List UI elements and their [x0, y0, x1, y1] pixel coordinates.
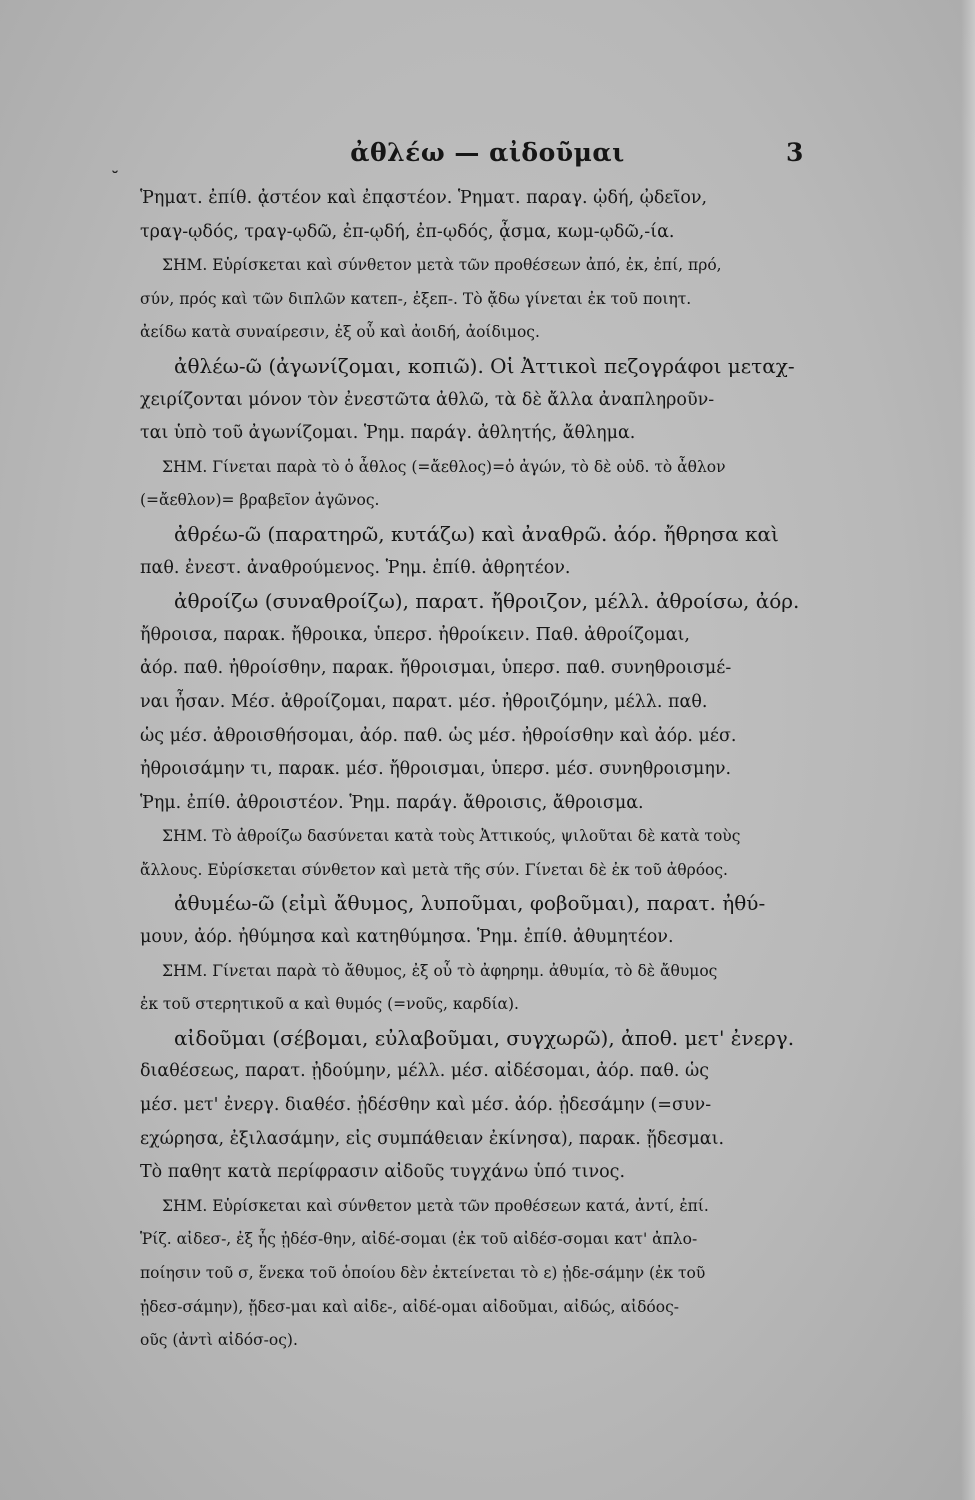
text-line: ται ὑπὸ τοῦ ἀγωνίζομαι. Ῥημ. παράγ. ἀθλητής, ἄθλημα. — [140, 423, 636, 444]
text-line: τραγ-ῳδός, τραγ-ῳδῶ, ἐπ-ῳδή, ἐπ-ῳδός, ᾆσμα, κωμ-ῳδῶ,-ία. — [140, 221, 675, 242]
text-line: Ῥηματ. ἐπίθ. ᾀστέον καὶ ἐπᾳστέον. Ῥηματ. παραγ. ᾠδή, ᾠδεῖον, — [140, 188, 708, 208]
note-line: ἐκ τοῦ στερητικοῦ α καὶ θυμός (=νοῦς, καρδία). — [140, 995, 519, 1014]
note-line: ΣΗΜ. Γίνεται παρὰ τὸ ἄθυμος, ἐξ οὗ τὸ ἀφηρημ. ἀθυμία, τὸ δὲ ἄθυμος — [162, 961, 718, 980]
text-line: ἤθροισα, παρακ. ἤθροικα, ὑπερσ. ἠθροίκειν. Παθ. ἀθροίζομαι, — [140, 624, 690, 645]
note-line: ἀείδω κατὰ συναίρεσιν, ἐξ οὗ καὶ ἀοιδή, ἀοίδιμος. — [140, 323, 540, 342]
note-line: ΣΗΜ. Τὸ ἀθροίζω δασύνεται κατὰ τοὺς Ἀττικούς, ψιλοῦται δὲ κατὰ τοὺς — [162, 827, 741, 846]
entry-headword-line: ἀθυμέω-ῶ (εἰμὶ ἄθυμος, λυποῦμαι, φοβοῦμαι), παρατ. ἠθύ- — [174, 891, 766, 916]
entry-headword-line: ἀθροίζω (συναθροίζω), παρατ. ἤθροιζον, μέλλ. ἀθροίσω, ἀόρ. — [174, 589, 800, 614]
text-line: εχώρησα, ἐξιλασάμην, εἰς συμπάθειαν ἐκίνησα), παρακ. ᾔδεσμαι. — [140, 1128, 725, 1149]
text-line: ἠθροισάμην τι, παρακ. μέσ. ἤθροισμαι, ὑπερσ. μέσ. συνηθροισμην. — [140, 759, 732, 780]
note-line: (=ἄεθλον)= βραβεῖον ἀγῶνος. — [140, 491, 380, 510]
text-line: χειρίζονται μόνον τὸν ἐνεστῶτα ἀθλῶ, τὰ δὲ ἄλλα ἀναπληροῦν- — [140, 389, 715, 410]
entry-headword-line: ἀθρέω-ῶ (παρατηρῶ, κυτάζω) καὶ ἀναθρῶ. ἀόρ. ἤθρησα καὶ — [174, 521, 779, 546]
note-line: ἄλλους. Εὑρίσκεται σύνθετον καὶ μετὰ τῆς σύν. Γίνεται δὲ ἐκ τοῦ ἀθρόος. — [140, 860, 728, 879]
running-title: ἀθλέω — αἰδοῦμαι — [350, 138, 625, 167]
text-line: Τὸ παθητ κατὰ περίφρασιν αἰδοῦς τυγχάνω ὑπό τινος. — [140, 1162, 626, 1183]
text-line: ὡς μέσ. ἀθροισθήσομαι, ἀόρ. παθ. ὡς μέσ. ἠθροίσθην καὶ ἀόρ. μέσ. — [140, 725, 737, 746]
text-line: μουν, ἀόρ. ἠθύμησα καὶ κατηθύμησα. Ῥημ. ἐπίθ. ἀθυμητέον. — [140, 927, 674, 948]
ink-mark: ˘ — [111, 168, 119, 187]
note-line: σύν, πρός καὶ τῶν διπλῶν κατεπ-, ἐξεπ-. Τὸ ᾄδω γίνεται ἐκ τοῦ ποιητ. — [140, 289, 692, 308]
dictionary-text — [140, 182, 828, 1358]
note-line: ΣΗΜ. Γίνεται παρὰ τὸ ὁ ἆθλος (=ἄεθλος)=ὁ ἀγών, τὸ δὲ οὐδ. τὸ ἆθλον — [162, 457, 726, 476]
text-line: παθ. ἐνεστ. ἀναθρούμενος. Ῥημ. ἐπίθ. ἀθρητέον. — [140, 557, 571, 578]
note-line: ΣΗΜ. Εὑρίσκεται καὶ σύνθετον μετὰ τῶν προθέσεων κατά, ἀντί, ἐπί. — [162, 1196, 709, 1215]
page-number: 3 — [786, 138, 804, 167]
note-line: οῦς (ἀντὶ αἰδόσ-ος). — [140, 1331, 298, 1350]
note-line: Ῥίζ. αἰδεσ-, ἐξ ἧς ᾐδέσ-θην, αἰδέ-σομαι (ἐκ τοῦ αἰδέσ-σομαι κατ' ἀπλο- — [140, 1230, 698, 1249]
entry-headword-line: αἰδοῦμαι (σέβομαι, εὐλαβοῦμαι, συγχωρῶ), ἀποθ. μετ' ἐνεργ. — [174, 1025, 795, 1050]
page-edge-shadow — [961, 0, 975, 1500]
text-line: Ῥημ. ἐπίθ. ἀθροιστέον. Ῥημ. παράγ. ἄθροισις, ἄθροισμα. — [140, 792, 644, 813]
entry-headword-line: ἀθλέω-ῶ (ἀγωνίζομαι, κοπιῶ). Οἱ Ἀττικοὶ πεζογράφοι μεταχ- — [174, 353, 795, 378]
text-line: μέσ. μετ' ἐνεργ. διαθέσ. ᾐδέσθην καὶ μέσ. ἀόρ. ᾐδεσάμην (=συν- — [140, 1095, 712, 1116]
note-line: ΣΗΜ. Εὑρίσκεται καὶ σύνθετον μετὰ τῶν προθέσεων ἀπό, ἐκ, ἐπί, πρό, — [162, 256, 722, 275]
note-line: ᾐδεσ-σάμην), ᾔδεσ-μαι καὶ αἰδε-, αἰδέ-ομαι αἰδοῦμαι, αἰδώς, αἰδόος- — [140, 1297, 679, 1316]
text-line: ἀόρ. παθ. ἠθροίσθην, παρακ. ἤθροισμαι, ὑπερσ. παθ. συνηθροισμέ- — [140, 658, 732, 679]
note-line: ποίησιν τοῦ σ, ἕνεκα τοῦ ὁποίου δὲν ἐκτείνεται τὸ ε) ᾐδε-σάμην (ἐκ τοῦ — [140, 1264, 706, 1282]
text-line: ναι ἦσαν. Μέσ. ἀθροίζομαι, παρατ. μέσ. ἠθροιζόμην, μέλλ. παθ. — [140, 691, 708, 712]
text-line: διαθέσεως, παρατ. ᾐδούμην, μέλλ. μέσ. αἰδέσομαι, ἀόρ. παθ. ὡς — [140, 1061, 710, 1082]
